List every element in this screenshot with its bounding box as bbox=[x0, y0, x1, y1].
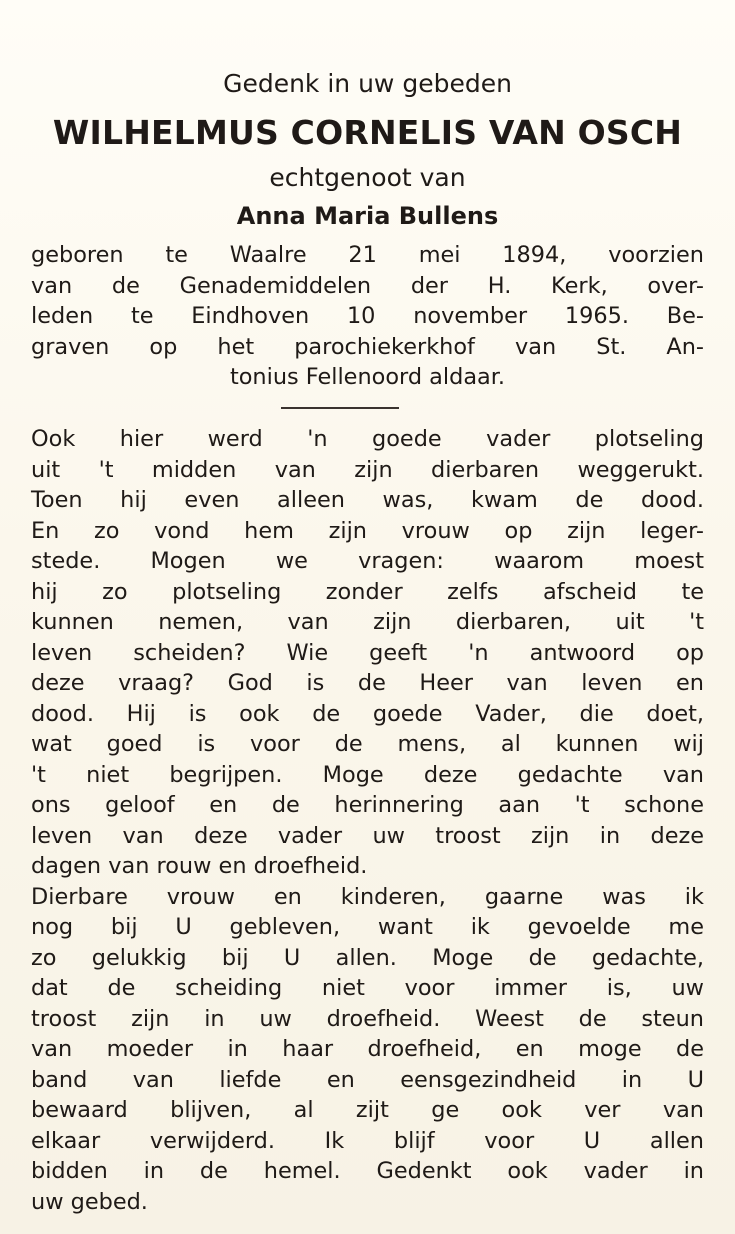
text-line: leven scheiden? Wie geeft 'n antwoord op bbox=[31, 639, 704, 666]
text-line: 't niet begrijpen. Moge deze gedachte van bbox=[31, 761, 704, 788]
text-line: leven van deze vader uw troost zijn in deze bbox=[31, 822, 704, 849]
text-line: Toen hij even alleen was, kwam de dood. bbox=[31, 487, 704, 513]
text-line: stede. Mogen we vragen: waarom moest bbox=[31, 548, 704, 574]
text-line: dagen van rouw en droefheid. bbox=[31, 853, 368, 879]
text-line: En zo vond hem zijn vrouw op zijn leger- bbox=[31, 517, 704, 544]
text-line: troost zijn in uw droefheid. Weest de steun bbox=[31, 1005, 704, 1032]
prayer-intro: Gedenk in uw gebeden bbox=[223, 69, 512, 98]
bio-line: tonius Fellenoord aldaar. bbox=[229, 364, 506, 390]
text-line: Ook hier werd 'n goede vader plotseling bbox=[31, 426, 704, 452]
text-line: uit 't midden van zijn dierbaren weggerukt. bbox=[31, 456, 704, 483]
text-line: bidden in de hemel. Gedenkt ook vader in bbox=[31, 1158, 704, 1184]
bio-line: geboren te Waalre 21 mei 1894, voorzien bbox=[31, 242, 704, 268]
text-line: deze vraag? God is de Heer van leven en bbox=[31, 670, 704, 696]
text-line: elkaar verwijderd. Ik blijf voor U allen bbox=[31, 1127, 704, 1154]
text-line: bewaard blijven, al zijt ge ook ver van bbox=[31, 1097, 704, 1123]
bio-line: leden te Eindhoven 10 november 1965. Be- bbox=[31, 303, 704, 329]
text-line: van moeder in haar droefheid, en moge de bbox=[31, 1036, 704, 1062]
text-line: ons geloof en de herinnering aan 't schone bbox=[31, 792, 704, 818]
spouse-name: Anna Maria Bullens bbox=[236, 202, 499, 230]
text-line: Dierbare vrouw en kinderen, gaarne was ik bbox=[31, 883, 704, 910]
text-line: kunnen nemen, van zijn dierbaren, uit 't bbox=[31, 609, 704, 635]
text-line: uw gebed. bbox=[31, 1188, 148, 1215]
text-line: wat goed is voor de mens, al kunnen wij bbox=[31, 731, 704, 757]
deceased-name: WILHELMUS CORNELIS VAN OSCH bbox=[52, 113, 683, 152]
biography bbox=[31, 240, 704, 393]
text-line: dat de scheiding niet voor immer is, uw bbox=[31, 975, 704, 1001]
bio-line: graven op het parochiekerkhof van St. An- bbox=[31, 333, 704, 360]
text-line: zo gelukkig bij U allen. Moge de gedachte, bbox=[31, 944, 704, 971]
text-line: band van liefde en eensgezindheid in U bbox=[31, 1066, 704, 1093]
spouse-label: echtgenoot van bbox=[269, 163, 466, 192]
text-line: dood. Hij is ook de goede Vader, die doet, bbox=[31, 700, 704, 727]
text-line: nog bij U gebleven, want ik gevoelde me bbox=[31, 914, 704, 940]
text-line: hij zo plotseling zonder zelfs afscheid te bbox=[31, 578, 704, 605]
memorial-text bbox=[31, 424, 704, 1217]
divider-line bbox=[281, 407, 399, 409]
bio-line: van de Genademiddelen der H. Kerk, over- bbox=[31, 272, 704, 299]
